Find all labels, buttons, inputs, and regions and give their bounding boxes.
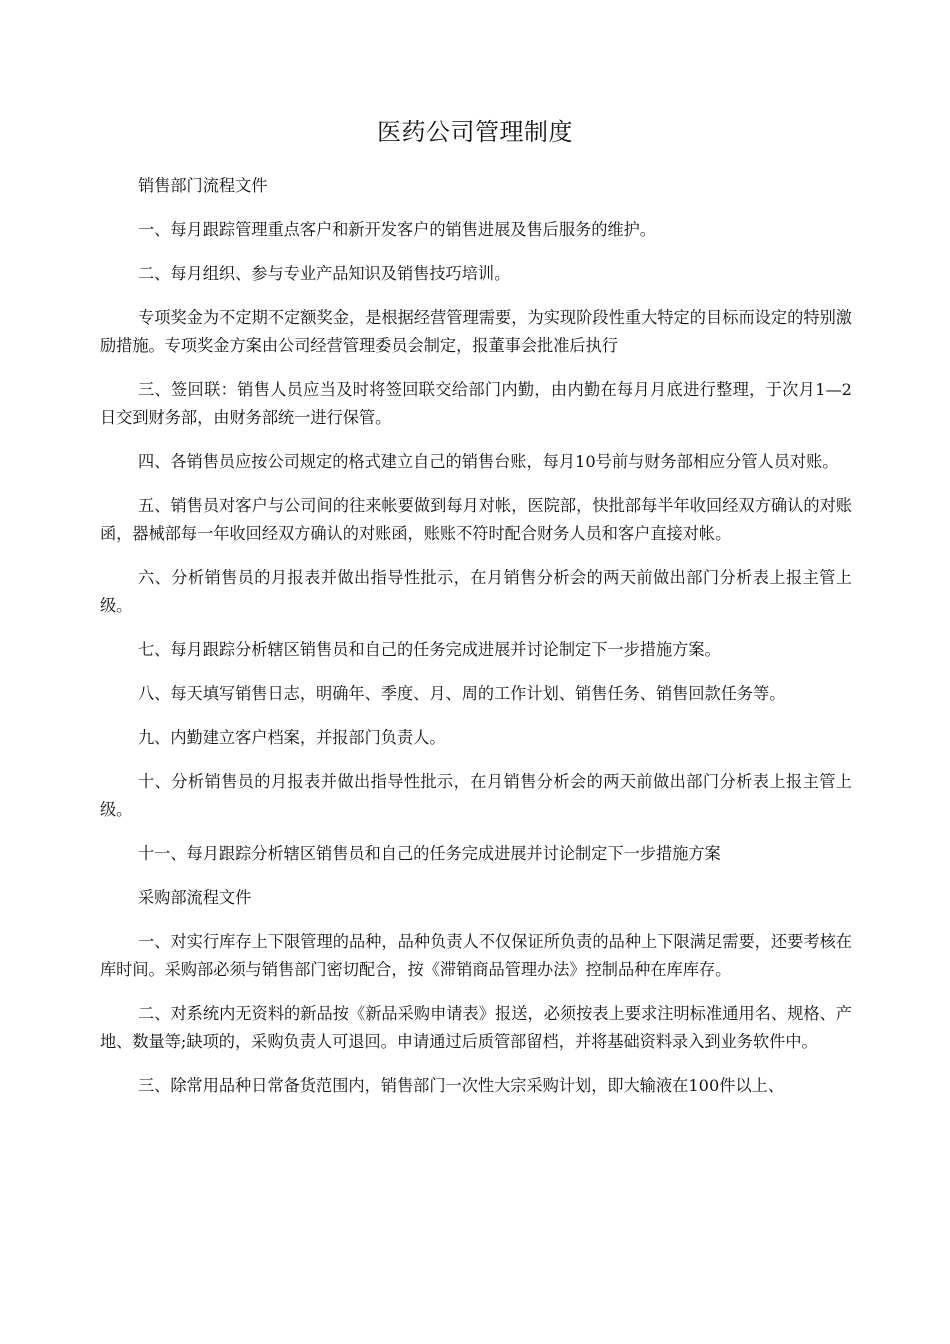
- section-heading-purchasing: 采购部流程文件: [138, 888, 252, 907]
- paragraph: 八、每天填写销售日志，明确年、季度、月、周的工作计划、销售任务、销售回款任务等。: [138, 684, 786, 703]
- document-title: 医药公司管理制度: [377, 118, 573, 146]
- paragraph: 三、签回联：销售人员应当及时将签回联交给部门内勤，由内勤在每月月底进行整理，于次月1—2日交到财务部，由财务部统一进行保管。: [100, 380, 852, 427]
- document-body: [100, 172, 852, 1116]
- paragraph: 一、对实行库存上下限管理的品种，品种负责人不仅保证所负责的品种上下限满足需要，还要考核在库时间。采购部必须与销售部门密切配合，按《滞销商品管理办法》控制品种在库库存。: [100, 932, 852, 979]
- section-heading-sales: 销售部门流程文件: [138, 176, 268, 195]
- paragraph: 专项奖金为不定期不定额奖金，是根据经营管理需要，为实现阶段性重大特定的目标而设定的特别激励措施。专项奖金方案由公司经营管理委员会制定，报董事会批准后执行: [100, 308, 852, 355]
- paragraph: 三、除常用品种日常备货范围内，销售部门一次性大宗采购计划，即大输液在100件以上、: [138, 1076, 785, 1095]
- paragraph: 十、分析销售员的月报表并做出指导性批示，在月销售分析会的两天前做出部门分析表上报主管上级。: [100, 772, 852, 819]
- paragraph: 五、销售员对客户与公司间的往来帐要做到每月对帐，医院部，快批部每半年收回经双方确认的对账函，器械部每一年收回经双方确认的对账函，账账不符时配合财务人员和客户直接对帐。: [100, 496, 852, 543]
- paragraph: 四、各销售员应按公司规定的格式建立自己的销售台账，每月10号前与财务部相应分管人员对账。: [138, 452, 839, 471]
- paragraph: 七、每月跟踪分析辖区销售员和自己的任务完成进展并讨论制定下一步措施方案。: [138, 640, 721, 659]
- paragraph: 十一、每月跟踪分析辖区销售员和自己的任务完成进展并讨论制定下一步措施方案: [138, 844, 721, 863]
- paragraph: 九、内勤建立客户档案，并报部门负责人。: [138, 728, 446, 747]
- paragraph: 二、每月组织、参与专业产品知识及销售技巧培训。: [138, 264, 511, 283]
- paragraph: 一、每月跟踪管理重点客户和新开发客户的销售进展及售后服务的维护。: [138, 220, 656, 239]
- paragraph: 六、分析销售员的月报表并做出指导性批示，在月销售分析会的两天前做出部门分析表上报主管上级。: [100, 568, 852, 615]
- paragraph: 二、对系统内无资料的新品按《新品采购申请表》报送，必须按表上要求注明标准通用名、规格、产地、数量等;缺项的，采购负责人可退回。申请通过后质管部留档，并将基础资料录入到业务软件中。: [100, 1004, 852, 1051]
